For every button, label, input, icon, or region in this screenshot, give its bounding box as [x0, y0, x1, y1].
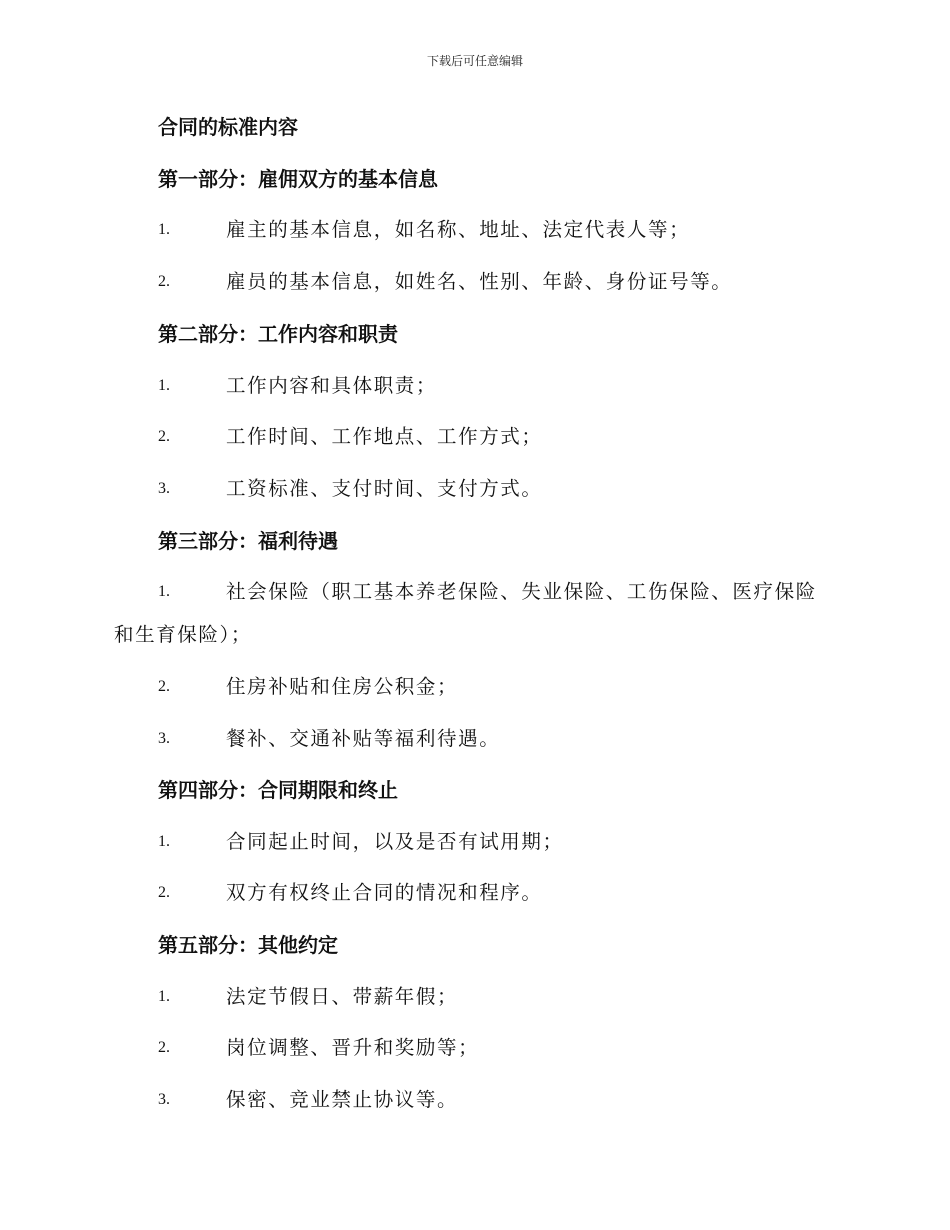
- section-1-item-2-number: 2.: [158, 273, 170, 290]
- section-2-item-2-text: 工作时间、工作地点、工作方式；: [226, 425, 543, 448]
- section-3-item-2-number: 2.: [158, 678, 170, 695]
- section-5-item-2-text: 岗位调整、晋升和奖励等；: [226, 1036, 480, 1059]
- header-note: 下载后可任意编辑: [426, 54, 523, 68]
- section-5-item-3-number: 3.: [158, 1091, 170, 1108]
- section-3-heading: 第三部分：福利待遇: [158, 529, 338, 553]
- section-1-item-1-text: 雇主的基本信息，如名称、地址、法定代表人等；: [226, 218, 691, 241]
- section-1-item-1-number: 1.: [158, 221, 170, 238]
- section-1-item-2-text: 雇员的基本信息，如姓名、性别、年龄、身份证号等。: [226, 270, 733, 293]
- section-3-item-1-number: 1.: [158, 583, 170, 600]
- section-5-item-1-number: 1.: [158, 988, 170, 1005]
- section-2-item-3-number: 3.: [158, 480, 170, 497]
- section-3-item-1-text: 社会保险（职工基本养老保险、失业保险、工伤保险、医疗保险: [226, 580, 817, 603]
- section-4-item-1-text: 合同起止时间，以及是否有试用期；: [226, 830, 564, 853]
- section-2-item-2-number: 2.: [158, 428, 170, 445]
- section-4-item-2-number: 2.: [158, 884, 170, 901]
- section-3-item-3-text: 餐补、交通补贴等福利待遇。: [226, 727, 501, 750]
- section-2-item-1-number: 1.: [158, 377, 170, 394]
- section-3-item-3-number: 3.: [158, 730, 170, 747]
- section-2-heading: 第二部分：工作内容和职责: [158, 322, 398, 346]
- section-4-item-1-number: 1.: [158, 833, 170, 850]
- section-1-heading: 第一部分：雇佣双方的基本信息: [158, 167, 438, 191]
- section-2-item-3-text: 工资标准、支付时间、支付方式。: [226, 477, 543, 500]
- section-3-item-2-text: 住房补贴和住房公积金；: [226, 675, 459, 698]
- section-2-item-1-text: 工作内容和具体职责；: [226, 374, 438, 397]
- section-5-heading: 第五部分：其他约定: [158, 933, 338, 957]
- document-title: 合同的标准内容: [158, 115, 298, 139]
- section-4-item-2-text: 双方有权终止合同的情况和程序。: [226, 881, 543, 904]
- section-5-item-1-text: 法定节假日、带薪年假；: [226, 985, 459, 1008]
- section-5-item-3-text: 保密、竞业禁止协议等。: [226, 1088, 459, 1111]
- section-5-item-2-number: 2.: [158, 1039, 170, 1056]
- section-4-heading: 第四部分：合同期限和终止: [158, 778, 398, 802]
- section-3-item-1-text-continued: 和生育保险）；: [114, 623, 252, 646]
